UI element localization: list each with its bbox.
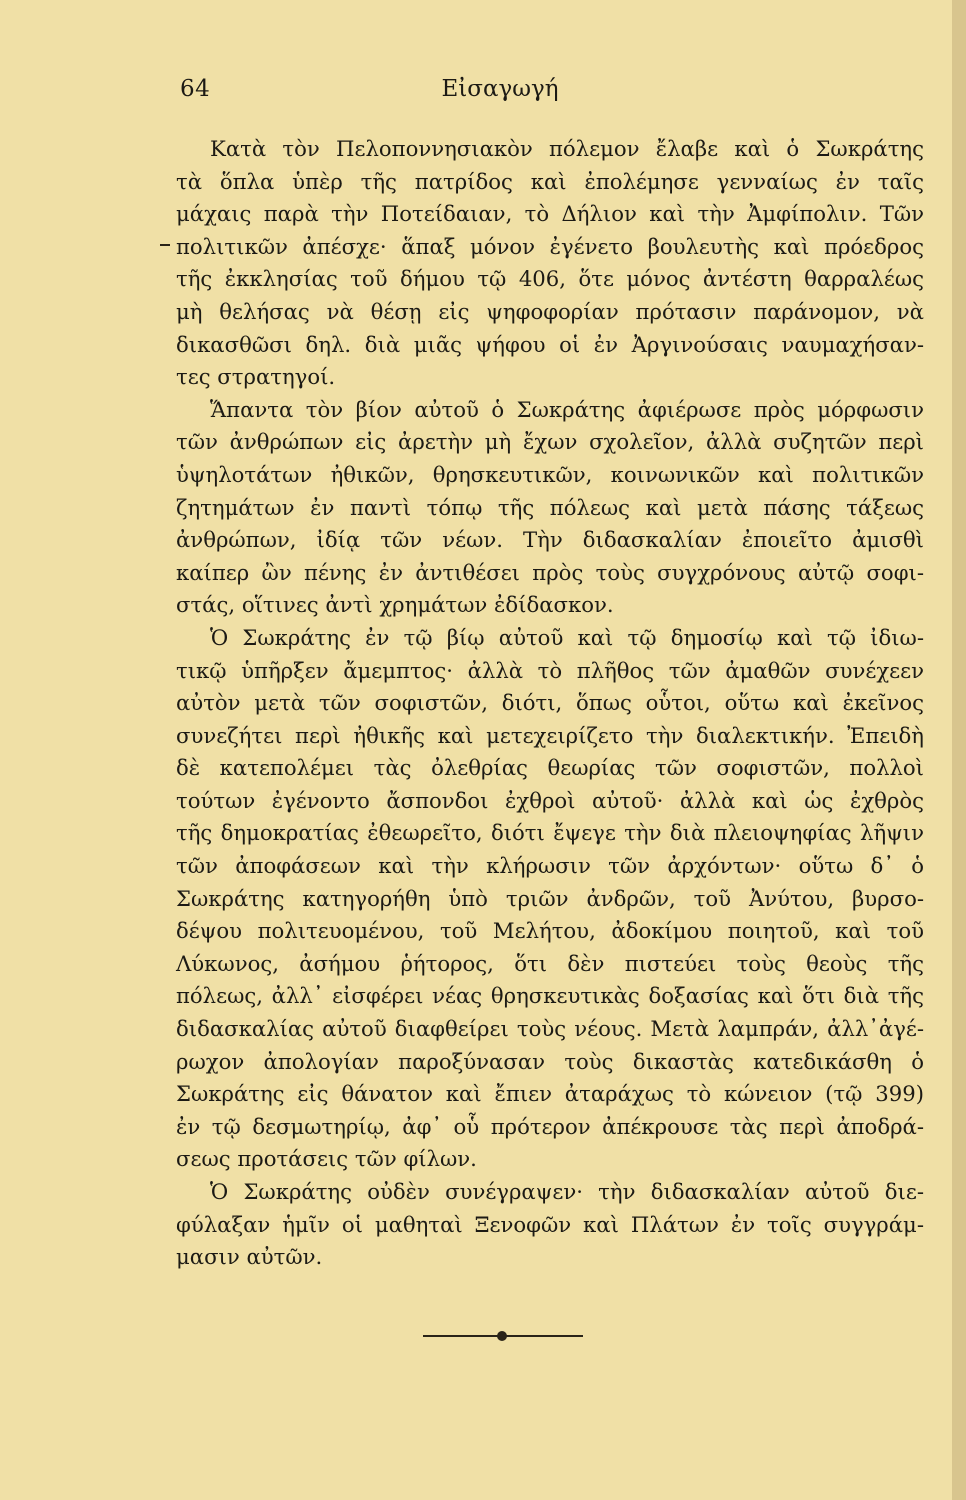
text-line: Ἅπαντα τὸν βίον αὐτοῦ ὁ Σωκράτης ἀφιέρωσε πρὸς μόρφωσιν	[210, 396, 924, 422]
text-line: Κατὰ τὸν Πελοποννησιακὸν πόλεμον ἔλαβε καὶ ὁ Σωκράτης	[210, 136, 924, 161]
text-line: δέψου πολιτευομένου, τοῦ Μελήτου, ἀδοκίμου ποιητοῦ, καὶ τοῦ	[176, 918, 924, 944]
text-line: τῶν ἀνθρώπων εἰς ἀρετὴν μὴ ἔχων σχολεῖον, ἀλλὰ συζητῶν περὶ	[176, 429, 924, 455]
text-line: αὐτὸν μετὰ τῶν σοφιστῶν, διότι, ὅπως οὗτοι, οὕτω καὶ ἐκεῖνος	[176, 690, 924, 716]
text-line: τῆς ἐκκλησίας τοῦ δήμου τῷ 406, ὅτε μόνος ἀντέστη θαρραλέως	[176, 266, 924, 292]
text-line: μὴ θελήσας νὰ θέσῃ εἰς ψηφοφορίαν πρότασιν παράνομον, νὰ	[176, 298, 924, 324]
text-line: μάχαις παρὰ τὴν Ποτείδαιαν, τὸ Δήλιον καὶ τὴν Ἀμφίπολιν. Τῶν	[176, 201, 924, 227]
end-rule-ornament	[497, 1331, 507, 1341]
text-line: τὰ ὅπλα ὑπὲρ τῆς πατρίδος καὶ ἐπολέμησε γενναίως ἐν ταῖς	[176, 168, 924, 194]
text-line: Σωκράτης εἰς θάνατον καὶ ἔπιεν ἀταράχως τὸ κώνειον (τῷ 399)	[176, 1081, 924, 1107]
margin-dash	[160, 244, 170, 246]
text-line: ζητημάτων ἐν παντὶ τόπῳ τῆς πόλεως καὶ μετὰ πάσης τάξεως	[176, 494, 924, 520]
text-line: δὲ κατεπολέμει τὰς ὀλεθρίας θεωρίας τῶν σοφιστῶν, πολλοὶ	[176, 755, 924, 781]
text-line: τούτων ἐγένοντο ἄσπονδοι ἐχθροὶ αὐτοῦ· ἀλλὰ καὶ ὡς ἐχθρὸς	[176, 787, 924, 813]
text-line: τικῷ ὑπῆρξεν ἄμεμπτος· ἀλλὰ τὸ πλῆθος τῶν ἀμαθῶν συνέχεεν	[176, 657, 924, 683]
text-line: πόλεως, ἀλλ᾽ εἰσφέρει νέας θρησκευτικὰς δοξασίας καὶ ὅτι διὰ τῆς	[176, 983, 924, 1009]
text-line: τῶν ἀποφάσεων καὶ τὴν κλήρωσιν τῶν ἀρχόντων· οὕτω δ᾽ ὁ	[176, 853, 924, 879]
text-line: φύλαξαν ἡμῖν οἱ μαθηταὶ Ξενοφῶν καὶ Πλάτων ἐν τοῖς συγγράμ-	[176, 1211, 924, 1237]
page-number: 64	[180, 76, 211, 102]
text-line: Σωκράτης κατηγορήθη ὑπὸ τριῶν ἀνδρῶν, τοῦ Ἀνύτου, βυρσο-	[176, 885, 924, 911]
running-title: Εἰσαγωγή	[441, 76, 559, 102]
text-line: πολιτικῶν ἀπέσχε· ἅπαξ μόνον ἐγένετο βουλευτὴς καὶ πρόεδρος	[176, 233, 924, 259]
text-line: τες στρατηγοί.	[176, 364, 336, 390]
text-line: Λύκωνος, ἀσήμου ῥήτορος, ὅτι δὲν πιστεύει τοὺς θεοὺς τῆς	[176, 950, 924, 976]
text-line: στάς, οἵτινες ἀντὶ χρημάτων ἐδίδασκον.	[176, 592, 614, 618]
text-line: διδασκαλίας αὐτοῦ διαφθείρει τοὺς νέους. Μετὰ λαμπράν, ἀλλ᾽ἀγέ-	[176, 1016, 924, 1042]
text-line: ὑψηλοτάτων ἠθικῶν, θρησκευτικῶν, κοινωνικῶν καὶ πολιτικῶν	[176, 461, 924, 487]
text-line: ἀνθρώπων, ἰδίᾳ τῶν νέων. Τὴν διδασκαλίαν ἐποιεῖτο ἀμισθὶ	[176, 527, 924, 553]
text-line: σεως προτάσεις τῶν φίλων.	[176, 1146, 477, 1172]
text-line: μασιν αὐτῶν.	[176, 1244, 323, 1270]
text-line: ἐν τῷ δεσμωτηρίῳ, ἀφ᾽ οὗ πρότερον ἀπέκρουσε τὰς περὶ ἀποδρά-	[176, 1113, 924, 1139]
text-line: συνεζήτει περὶ ἠθικῆς καὶ μετεχειρίζετο τὴν διαλεκτικήν. Ἐπειδὴ	[176, 722, 924, 748]
text-line: καίπερ ὢν πένης ἐν ἀντιθέσει πρὸς τοὺς συγχρόνους αὐτῷ σοφι-	[176, 559, 924, 585]
page-edge	[952, 0, 966, 1500]
page-header	[180, 76, 780, 112]
text-line: Ὁ Σωκράτης ἐν τῷ βίῳ αὐτοῦ καὶ τῷ δημοσίῳ καὶ τῷ ἰδιω-	[210, 624, 924, 650]
text-line: δικασθῶσι δηλ. διὰ μιᾶς ψήφου οἱ ἐν Ἀργινούσαις ναυμαχήσαν-	[176, 331, 924, 357]
text-line: ρωχον ἀπολογίαν παροξύνασαν τοὺς δικαστὰς κατεδικάσθη ὁ	[176, 1048, 924, 1074]
body-text	[176, 133, 924, 1274]
text-line: τῆς δημοκρατίας ἐθεωρεῖτο, διότι ἔψεγε τὴν διὰ πλειοψηφίας λῆψιν	[176, 820, 924, 846]
text-line: Ὁ Σωκράτης οὐδὲν συνέγραψεν· τὴν διδασκαλίαν αὐτοῦ διε-	[210, 1179, 924, 1204]
